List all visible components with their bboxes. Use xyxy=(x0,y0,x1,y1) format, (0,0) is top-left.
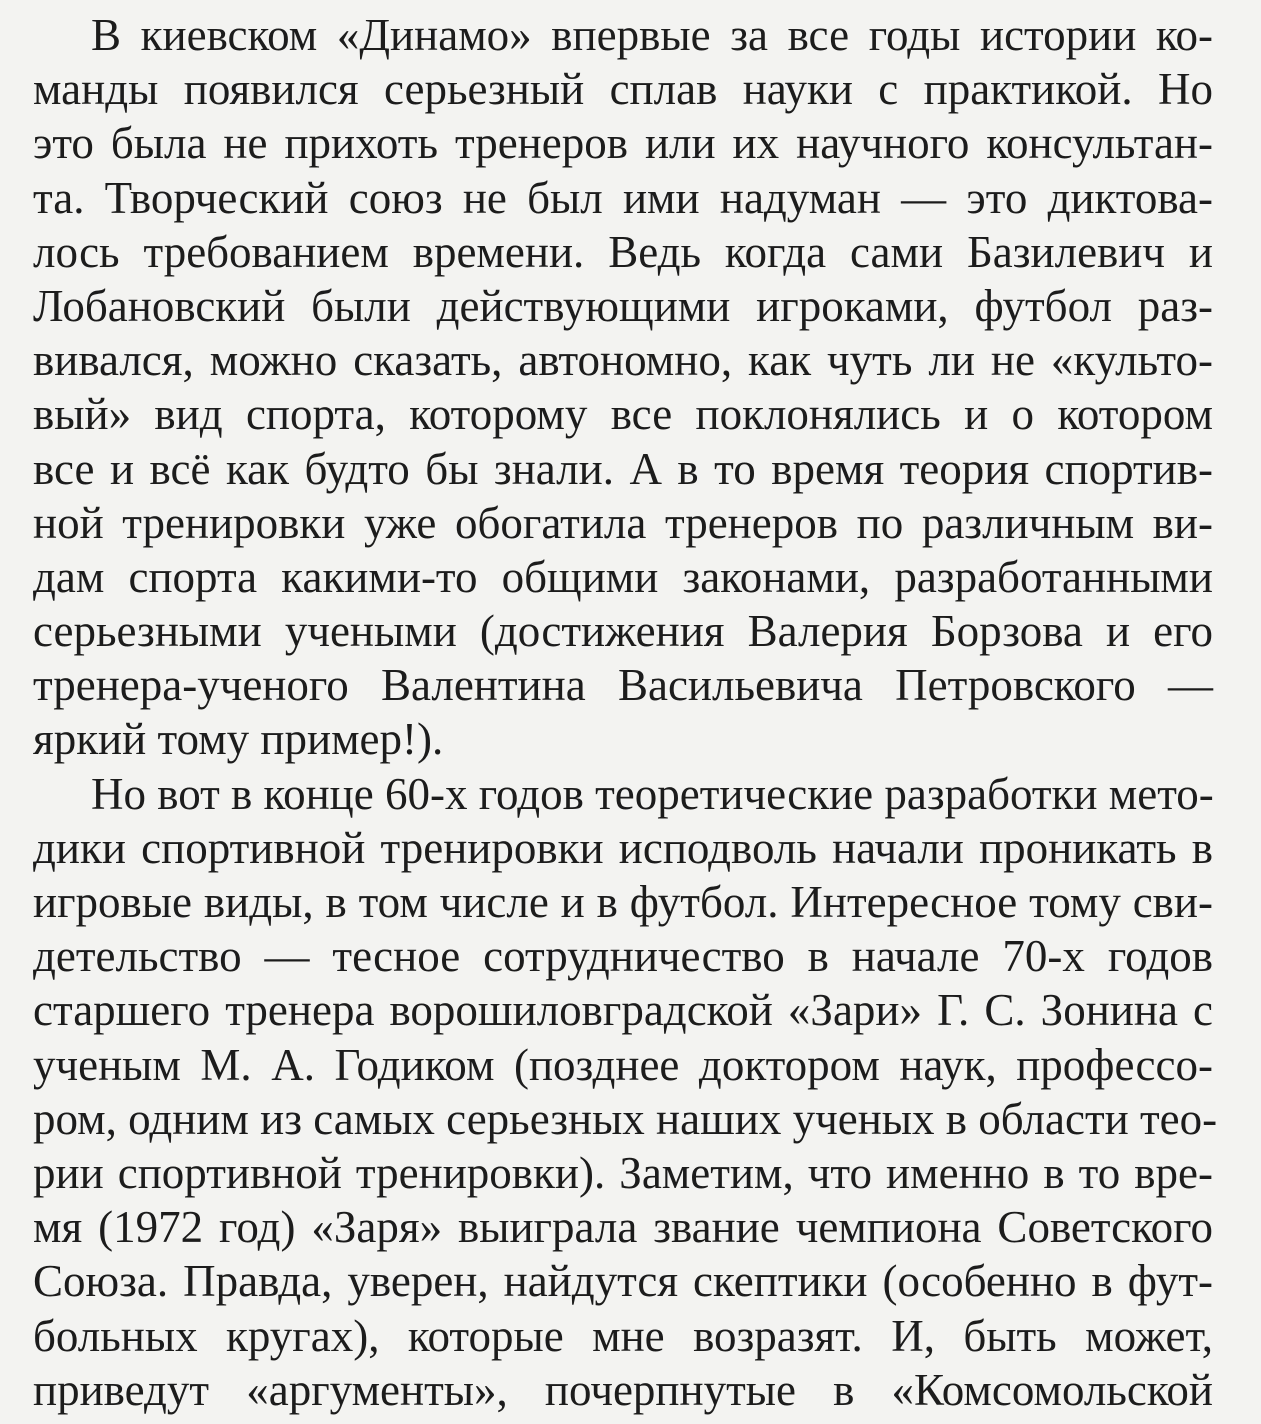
text-line: игровые виды, в том числе и в футбол. Интересное тому сви- xyxy=(33,877,1213,927)
text-line: ученым М. А. Годиком (позднее доктором наук, профессо- xyxy=(33,1039,1213,1090)
paragraph-2 xyxy=(33,767,1218,1417)
text-line: В киевском «Динамо» впервые за все годы истории ко- xyxy=(91,10,1213,60)
text-line: все и всё как будто бы знали. А в то время теория спортив- xyxy=(33,443,1213,494)
text-line: это была не прихоть тренеров или их научного консультан- xyxy=(33,118,1213,169)
text-line: яркий тому пример!). xyxy=(33,714,444,765)
paragraph-1 xyxy=(33,8,1213,767)
text-line: больных кругах), которые мне возразят. И, быть может, xyxy=(33,1310,1213,1361)
text-line: лось требованием времени. Ведь когда сами Базилевич и xyxy=(33,226,1213,277)
text-line: манды появился серьезный сплав науки с практикой. Но xyxy=(33,64,1213,115)
text-line: мя (1972 год) «Заря» выиграла звание чемпиона Советского xyxy=(33,1202,1213,1253)
text-line: старшего тренера ворошиловградской «Зари» Г. С. Зонина с xyxy=(33,985,1213,1036)
text-line: Но вот в конце 60-х годов теоретические разработки мето- xyxy=(91,768,1214,819)
text-line: Лобановский были действующими игроками, футбол раз- xyxy=(33,280,1213,331)
text-line: детельство — тесное сотрудничество в начале 70-х годов xyxy=(33,931,1213,982)
text-line: ной тренировки уже обогатила тренеров по различным ви- xyxy=(33,497,1213,548)
text-line: тренера-ученого Валентина Васильевича Петровского — xyxy=(33,660,1213,711)
text-line: рии спортивной тренировки). Заметим, что именно в то вре- xyxy=(33,1147,1213,1198)
text-line: серьезными учеными (достижения Валерия Борзова и его xyxy=(33,606,1213,657)
text-line: Союза. Правда, уверен, найдутся скептики (особенно в фут- xyxy=(33,1256,1213,1307)
body-text xyxy=(33,8,1218,1417)
text-line: вивался, можно сказать, автономно, как чуть ли не «культо- xyxy=(33,335,1213,386)
text-line: дам спорта какими-то общими законами, разработанными xyxy=(33,551,1213,602)
text-line: та. Творческий союз не был ими надуман — это диктова- xyxy=(33,172,1213,223)
text-line: приведут «аргументы», почерпнутые в «Комсомольской xyxy=(33,1364,1213,1415)
text-line: дики спортивной тренировки исподволь начали проникать в xyxy=(33,822,1213,873)
text-line: вый» вид спорта, которому все поклонялись и о котором xyxy=(33,389,1213,440)
text-line: ром, одним из самых серьезных наших ученых в области тео- xyxy=(33,1093,1218,1144)
